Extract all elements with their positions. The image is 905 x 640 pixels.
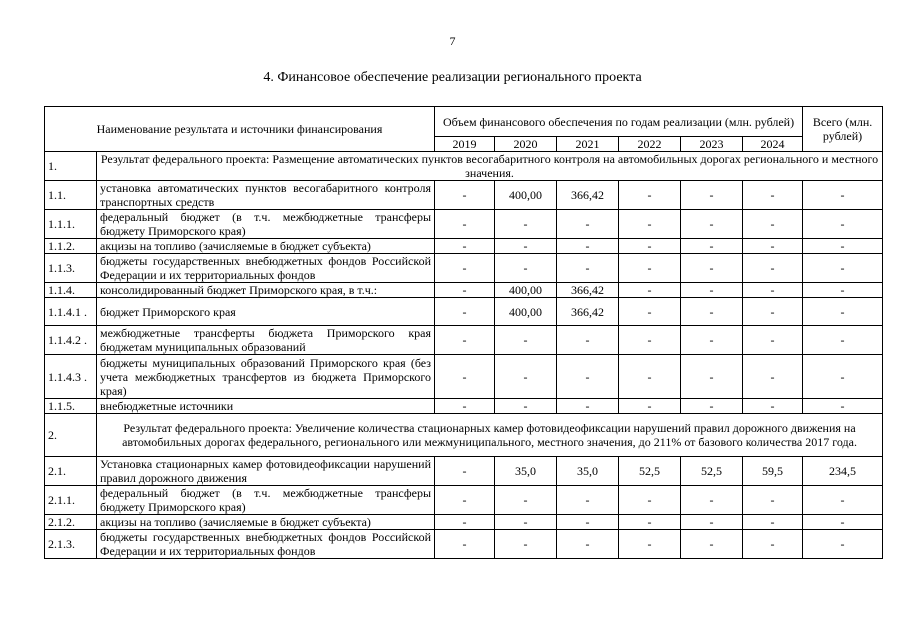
header-row <box>45 107 883 137</box>
value-cell: - <box>495 486 557 515</box>
value-cell: - <box>495 530 557 559</box>
value-cell: - <box>743 283 803 298</box>
value-cell: - <box>681 515 743 530</box>
value-cell: - <box>495 326 557 355</box>
value-cell: - <box>743 239 803 254</box>
table-row <box>45 399 883 414</box>
value-cell: 366,42 <box>557 298 619 326</box>
value-cell: - <box>557 210 619 239</box>
value-cell: - <box>495 355 557 399</box>
row-name: установка автоматических пунктов весогабаритного контроля транспортных средств <box>97 181 435 210</box>
value-cell: - <box>435 254 495 283</box>
total-cell: 234,5 <box>803 457 883 486</box>
financing-table <box>44 106 883 559</box>
year-cell: 2022 <box>619 137 681 152</box>
row-name: бюджеты государственных внебюджетных фондов Российской Федерации и их территориальных фондов <box>97 530 435 559</box>
value-cell: - <box>619 326 681 355</box>
header-volume-cell: Объем финансового обеспечения по годам реализации (млн. рублей) <box>435 107 803 137</box>
value-cell: 59,5 <box>743 457 803 486</box>
table-row <box>45 530 883 559</box>
value-cell: - <box>681 399 743 414</box>
table-row <box>45 239 883 254</box>
value-cell: - <box>435 210 495 239</box>
value-cell: - <box>435 457 495 486</box>
total-cell: - <box>803 399 883 414</box>
section-title: 4. Финансовое обеспечение реализации регионального проекта <box>263 70 642 85</box>
value-cell: 400,00 <box>495 181 557 210</box>
row-number: 2.1.2. <box>45 515 97 530</box>
value-cell: - <box>619 486 681 515</box>
row-name: внебюджетные источники <box>97 399 435 414</box>
section-heading: Результат федерального проекта: Увеличение количества стационарных камер фотовидеофиксации нарушений правил дорожного движения на автомобильных дорогах федерального, регионального или межмуниципального, местного значения, до 211% от базового количества 2017 года. <box>97 414 883 457</box>
value-cell: - <box>435 515 495 530</box>
value-cell: - <box>743 399 803 414</box>
value-cell: 366,42 <box>557 181 619 210</box>
table-row <box>45 298 883 326</box>
value-cell: - <box>619 515 681 530</box>
year-cell: 2020 <box>495 137 557 152</box>
row-number: 1.1.4.3 . <box>45 355 97 399</box>
value-cell: - <box>619 355 681 399</box>
value-cell: - <box>435 530 495 559</box>
value-cell: - <box>557 486 619 515</box>
value-cell: - <box>619 399 681 414</box>
value-cell: - <box>619 210 681 239</box>
value-cell: - <box>435 486 495 515</box>
value-cell: 35,0 <box>557 457 619 486</box>
total-cell: - <box>803 210 883 239</box>
value-cell: - <box>681 298 743 326</box>
value-cell: - <box>619 181 681 210</box>
value-cell: - <box>557 254 619 283</box>
row-name: Установка стационарных камер фотовидеофиксации нарушений правил дорожного движения <box>97 457 435 486</box>
year-cell: 2024 <box>743 137 803 152</box>
value-cell: - <box>557 515 619 530</box>
value-cell: - <box>681 254 743 283</box>
value-cell: - <box>681 283 743 298</box>
row-name: бюджеты государственных внебюджетных фондов Российской Федерации и их территориальных фондов <box>97 254 435 283</box>
row-number: 2.1.3. <box>45 530 97 559</box>
row-name: федеральный бюджет (в т.ч. межбюджетные трансферы бюджету Приморского края) <box>97 210 435 239</box>
row-name: акцизы на топливо (зачисляемые в бюджет субъекта) <box>97 515 435 530</box>
value-cell: - <box>743 254 803 283</box>
value-cell: - <box>743 326 803 355</box>
value-cell: - <box>743 355 803 399</box>
value-cell: 35,0 <box>495 457 557 486</box>
value-cell: - <box>743 210 803 239</box>
year-cell: 2023 <box>681 137 743 152</box>
row-number: 2.1.1. <box>45 486 97 515</box>
value-cell: - <box>495 399 557 414</box>
value-cell: - <box>743 486 803 515</box>
value-cell: - <box>435 283 495 298</box>
row-number: 1.1.4.1 . <box>45 298 97 326</box>
total-cell: - <box>803 239 883 254</box>
value-cell: - <box>681 181 743 210</box>
total-cell: - <box>803 355 883 399</box>
value-cell: - <box>619 254 681 283</box>
value-cell: - <box>495 515 557 530</box>
row-number: 1.1.2. <box>45 239 97 254</box>
value-cell: - <box>557 355 619 399</box>
value-cell: - <box>435 399 495 414</box>
value-cell: 400,00 <box>495 283 557 298</box>
row-number: 1.1.5. <box>45 399 97 414</box>
header-total-cell: Всего (млн. рублей) <box>803 107 883 152</box>
value-cell: - <box>435 298 495 326</box>
value-cell: - <box>435 181 495 210</box>
value-cell: - <box>619 283 681 298</box>
section-row <box>45 414 883 457</box>
total-cell: - <box>803 181 883 210</box>
value-cell: - <box>681 486 743 515</box>
row-name: межбюджетные трансферты бюджета Приморского края бюджетам муниципальных образований <box>97 326 435 355</box>
value-cell: - <box>743 298 803 326</box>
section-heading: Результат федерального проекта: Размещение автоматических пунктов весогабаритного контроля на автомобильных дорогах регионального и местного значения. <box>97 152 883 181</box>
value-cell: - <box>435 239 495 254</box>
row-number: 1.1.4. <box>45 283 97 298</box>
value-cell: - <box>557 399 619 414</box>
value-cell: - <box>435 326 495 355</box>
year-cell: 2021 <box>557 137 619 152</box>
value-cell: - <box>557 530 619 559</box>
value-cell: - <box>681 210 743 239</box>
value-cell: - <box>743 530 803 559</box>
total-cell: - <box>803 515 883 530</box>
row-name: федеральный бюджет (в т.ч. межбюджетные трансферы бюджету Приморского края) <box>97 486 435 515</box>
table-row <box>45 355 883 399</box>
page-number: 7 <box>449 34 456 48</box>
value-cell: - <box>743 515 803 530</box>
table-row <box>45 486 883 515</box>
header-name-cell: Наименование результата и источники финансирования <box>45 107 435 152</box>
value-cell: 366,42 <box>557 283 619 298</box>
value-cell: - <box>681 239 743 254</box>
table-row <box>45 181 883 210</box>
value-cell: - <box>619 239 681 254</box>
total-cell: - <box>803 283 883 298</box>
row-number: 1.1.4.2 . <box>45 326 97 355</box>
row-name: бюджеты муниципальных образований Приморского края (без учета межбюджетных трансфертов из бюджета Приморского края) <box>97 355 435 399</box>
year-cell: 2019 <box>435 137 495 152</box>
total-cell: - <box>803 254 883 283</box>
value-cell: - <box>619 298 681 326</box>
total-cell: - <box>803 530 883 559</box>
table-row <box>45 210 883 239</box>
total-cell: - <box>803 326 883 355</box>
value-cell: - <box>495 254 557 283</box>
table-row <box>45 283 883 298</box>
value-cell: 52,5 <box>681 457 743 486</box>
row-number: 2.1. <box>45 457 97 486</box>
value-cell: 400,00 <box>495 298 557 326</box>
total-cell: - <box>803 486 883 515</box>
value-cell: - <box>495 210 557 239</box>
section-number: 1. <box>45 152 97 181</box>
section-row <box>45 152 883 181</box>
row-name: консолидированный бюджет Приморского края, в т.ч.: <box>97 283 435 298</box>
value-cell: - <box>435 355 495 399</box>
value-cell: 52,5 <box>619 457 681 486</box>
value-cell: - <box>681 355 743 399</box>
row-name: бюджет Приморского края <box>97 298 435 326</box>
value-cell: - <box>743 181 803 210</box>
value-cell: - <box>681 530 743 559</box>
value-cell: - <box>619 530 681 559</box>
value-cell: - <box>495 239 557 254</box>
table-row <box>45 515 883 530</box>
total-cell: - <box>803 298 883 326</box>
row-name: акцизы на топливо (зачисляемые в бюджет субъекта) <box>97 239 435 254</box>
table-row <box>45 254 883 283</box>
table-row <box>45 457 883 486</box>
value-cell: - <box>681 326 743 355</box>
row-number: 1.1.1. <box>45 210 97 239</box>
row-number: 1.1. <box>45 181 97 210</box>
table-row <box>45 326 883 355</box>
section-number: 2. <box>45 414 97 457</box>
row-number: 1.1.3. <box>45 254 97 283</box>
value-cell: - <box>557 326 619 355</box>
value-cell: - <box>557 239 619 254</box>
